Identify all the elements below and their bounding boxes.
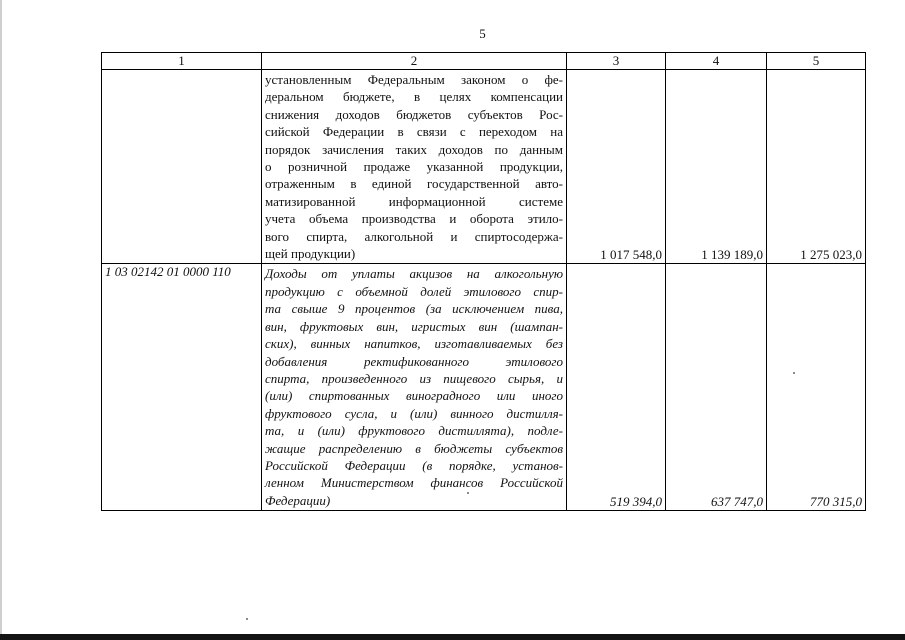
column-header-4: 4: [666, 53, 767, 70]
description-line: матизированной информационной системе: [265, 193, 563, 209]
description-line: добавления ректификованного этилового: [265, 353, 563, 369]
description-cell: [262, 70, 567, 264]
amount-col4: 637 747,0: [666, 264, 767, 511]
description-line: ских), винных напитков, изготавливаемых без: [265, 336, 563, 352]
description-line: фруктового сусла, и (или) винного дистилля-: [265, 405, 563, 421]
table-row: [102, 70, 866, 264]
description-line: вин, фруктовых вин, игристых вин (шампан-: [265, 318, 563, 334]
description-line: Доходы от уплаты акцизов на алкогольную: [265, 266, 563, 282]
description-line: учета объема производства и оборота этило-: [265, 211, 563, 227]
description-line: деральном бюджете, в целях компенсации: [265, 89, 563, 105]
description-line: продукцию с объемной долей этилового спир-: [265, 283, 563, 299]
table-row: [102, 264, 866, 511]
description-line: (или) спиртованных виноградного или иного: [265, 388, 563, 404]
amount-col3: 1 017 548,0: [567, 70, 666, 264]
description-line: вого спирта, алкогольной и спиртосодержа-: [265, 228, 563, 244]
amount-col5: 1 275 023,0: [767, 70, 866, 264]
description-line: жащие распределению в бюджеты субъектов: [265, 440, 563, 456]
page-number: 5: [479, 26, 486, 41]
description-line: та свыше 9 процентов (за исключением пива,: [265, 301, 563, 317]
column-header-5: 5: [767, 53, 866, 70]
description-line: ленном Министерством финансов Российской: [265, 475, 563, 491]
description-line: установленным Федеральным законом о фе-: [265, 72, 563, 87]
column-header-3: 3: [567, 53, 666, 70]
scan-speck: [467, 492, 469, 494]
amount-col5: 770 315,0: [767, 264, 866, 511]
amount-col3: 519 394,0: [567, 264, 666, 511]
budget-code-cell: [102, 70, 262, 264]
description-line: порядок зачисления таких доходов по данным: [265, 141, 563, 157]
description-line: Российской Федерации (в порядке, установ-: [265, 457, 563, 473]
description-line: спирта, произведенного из пищевого сырья, и: [265, 370, 563, 386]
description-cell: [262, 264, 567, 511]
table-header-row: [102, 53, 866, 70]
description-line: та, и (или) фруктового дистиллята), подле-: [265, 423, 563, 439]
scan-bottom-edge: [0, 634, 905, 640]
description-line: о розничной продаже указанной продукции,: [265, 159, 563, 175]
description-line: снижения доходов бюджетов субъектов Рос-: [265, 106, 563, 122]
description-line: отраженным в единой государственной авто-: [265, 176, 563, 192]
description-line: Федерации): [265, 492, 331, 508]
scan-speck: [246, 618, 248, 620]
column-header-1: 1: [102, 53, 262, 70]
description-line: щей продукции): [265, 246, 356, 262]
scan-left-edge: [0, 0, 2, 640]
description-line: сийской Федерации в связи с переходом на: [265, 124, 563, 140]
column-header-2: 2: [262, 53, 567, 70]
budget-code-cell: 1 03 02142 01 0000 110: [102, 264, 262, 511]
amount-col4: 1 139 189,0: [666, 70, 767, 264]
scan-speck: [793, 372, 795, 374]
revenue-table: [101, 52, 866, 511]
